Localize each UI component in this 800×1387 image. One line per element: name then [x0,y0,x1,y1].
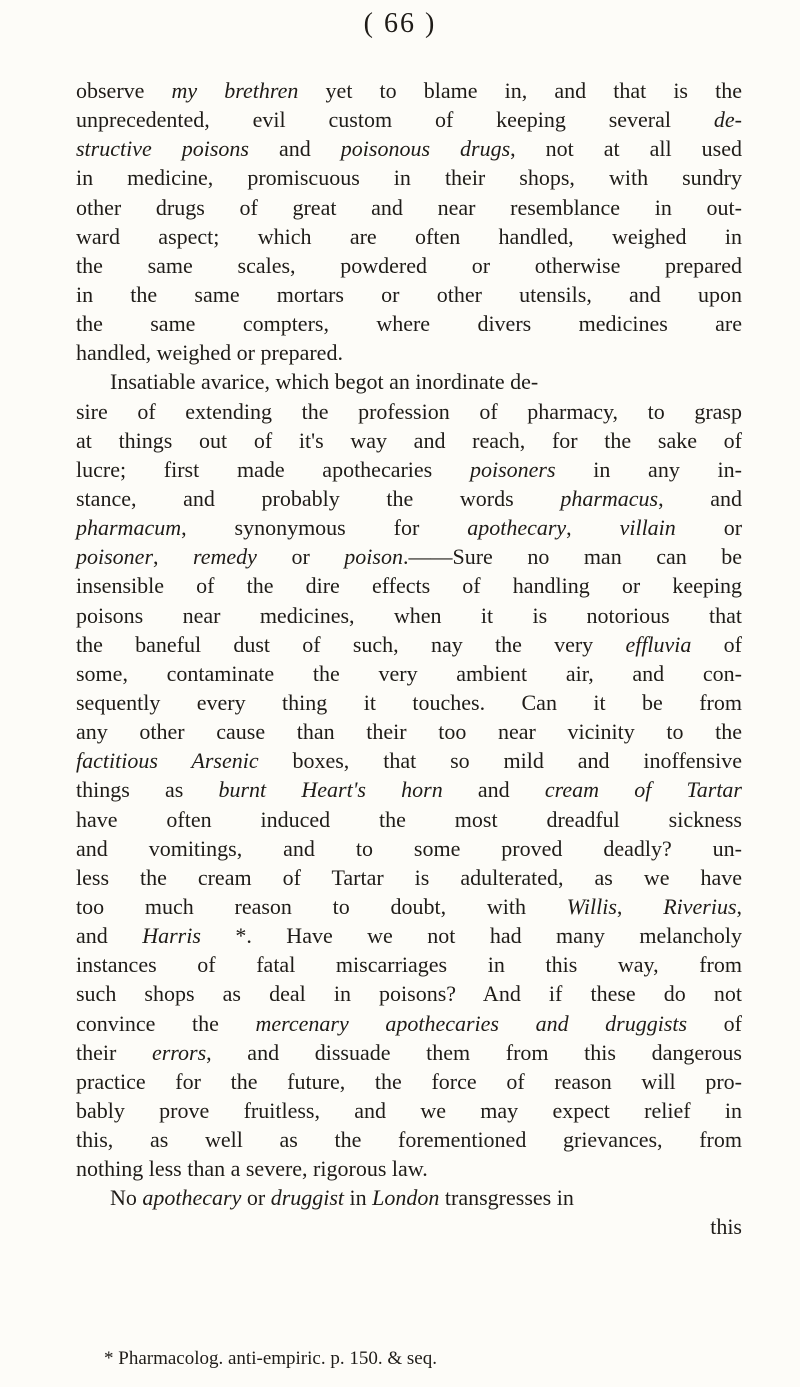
italic-run: apothecary [467,515,567,541]
text-run: the same compters, where divers medicines are [76,311,742,337]
italic-run: burnt Heart's horn [218,777,443,803]
text-line [76,338,742,367]
italic-run: errors [151,1039,207,1065]
italic-run: remedy [193,544,257,570]
italic-run: London [372,1185,440,1211]
text-run: and [442,777,545,803]
text-run: and [76,923,143,949]
text-run: of [687,1010,742,1036]
text-run: have often induced the most dreadful sickness [76,806,742,832]
text-run: boxes, that so mild and inoffensive [258,748,742,774]
text-line [76,484,742,513]
page-number: ( 66 ) [363,8,437,39]
text-line [76,630,742,659]
text-line [76,513,742,542]
text-run: instances of fatal miscarriages in this way, from [76,952,742,978]
page-body-text [76,76,742,1242]
text-run: or [241,1185,271,1211]
text-line [76,76,742,105]
text-line [76,1154,742,1183]
text-run: , [153,544,194,570]
text-run: , not at all used [510,136,742,162]
text-line [76,280,742,309]
italic-run: poison [344,544,403,570]
text-line [76,601,742,630]
text-run: other drugs of great and near resemblance in out- [76,194,742,220]
text-run: the baneful dust of such, nay the very [76,631,626,657]
italic-run: Willis [566,893,617,919]
text-line [76,309,742,338]
text-line [76,1009,742,1038]
text-run: handled, weighed or prepared. [76,340,343,366]
text-run: observe [76,78,172,103]
text-run: practice for the future, the force of reason will pro- [76,1068,742,1094]
text-line [76,746,742,775]
italic-run: effluvia [625,631,692,657]
text-line [76,1038,742,1067]
text-run: stance, and probably the words [76,485,561,511]
italic-run: de- [713,107,742,133]
italic-run: mercenary apothecaries and druggists [255,1010,688,1036]
text-run: in [344,1185,373,1211]
italic-run: villain [619,515,676,541]
italic-run: Riverius [663,893,737,919]
italic-run: druggist [270,1185,345,1211]
italic-run: factitious Arsenic [76,748,259,774]
text-run: bably prove fruitless, and we may expect relief in [76,1097,742,1123]
text-line [76,775,742,804]
text-run: lucre; first made apothecaries [76,456,470,482]
text-line [76,805,742,834]
text-run: nothing less than a severe, rigorous law. [76,1156,428,1182]
text-run: or [675,515,743,541]
italic-run: poisoner [76,544,153,570]
text-line [76,659,742,688]
text-run: , [566,515,620,541]
text-line [76,542,742,571]
text-line [76,426,742,455]
text-line [76,134,742,163]
text-line [76,455,742,484]
text-run: unprecedented, evil custom of keeping several [76,107,714,133]
text-run: .——Sure no man can be [402,544,743,570]
text-run: in any in- [555,456,742,482]
italic-run: my brethren [171,78,299,103]
text-line [76,571,742,600]
text-run: insensible of the dire effects of handling or keeping [76,573,742,599]
text-run: some, contaminate the very ambient air, and con- [76,660,742,686]
text-line [76,979,742,1008]
text-run: convince the [76,1010,256,1036]
text-run: such shops as deal in poisons? And if these do not [76,981,742,1007]
text-run: ward aspect; which are often handled, weighed in [76,223,742,249]
text-run: any other cause than their too near vicinity to the [76,719,742,745]
text-run: this, as well as the forementioned grievances, from [76,1127,742,1153]
text-line [76,1096,742,1125]
text-line [76,892,742,921]
text-run: too much reason to doubt, with [76,893,567,919]
text-run: sequently every thing it touches. Can it be from [76,689,742,715]
italic-run: structive poisons [76,136,249,162]
italic-run: poisoners [469,456,556,482]
text-run: the same scales, powdered or otherwise prepared [76,252,742,278]
text-run: , and [658,485,743,511]
footnote: * Pharmacolog. anti-empiric. p. 150. & seq. [104,1348,437,1369]
text-line [76,1067,742,1096]
text-run: and vomitings, and to some proved deadly? un- [76,835,742,861]
italic-run: Harris [142,923,201,949]
text-line [76,251,742,280]
text-line [76,1125,742,1154]
italic-run: apothecary [142,1185,242,1211]
text-line [76,105,742,134]
text-run: yet to blame in, and that is the [298,78,742,103]
text-run: Insatiable avarice, which begot an inordinate de- [110,369,539,395]
text-run: this [710,1214,742,1240]
text-line [76,950,742,979]
text-line [76,367,742,396]
text-run: sire of extending the profession of pharmacy, to grasp [76,398,742,424]
text-line [76,222,742,251]
text-run: or [256,544,345,570]
text-line [76,1212,742,1241]
text-line [76,717,742,746]
text-line [76,921,742,950]
text-run: of [691,631,743,657]
text-run: in the same mortars or other utensils, and upon [76,281,742,307]
text-line [76,397,742,426]
text-run: No [110,1185,143,1211]
text-run: and [249,136,341,162]
text-run: *. Have we not had many melancholy [200,923,742,949]
text-line [76,688,742,717]
text-run: poisons near medicines, when it is notorious that [76,602,742,628]
italic-run: pharmacum [76,515,182,541]
text-run: their [76,1039,152,1065]
text-run: in medicine, promiscuous in their shops, with sundry [76,165,742,191]
text-line [76,834,742,863]
italic-run: pharmacus [560,485,659,511]
text-line [76,163,742,192]
text-run: , and dissuade them from this dangerous [206,1039,742,1065]
text-run: , [616,893,664,919]
text-run: transgresses in [439,1185,574,1211]
italic-run: cream of Tartar [544,777,742,803]
text-line [76,863,742,892]
text-run: less the cream of Tartar is adulterated, as we have [76,864,742,890]
text-run: at things out of it's way and reach, for the sake of [76,427,742,453]
text-run: , [736,893,743,919]
text-run: , synonymous for [181,515,468,541]
italic-run: poisonous drugs [340,136,511,162]
text-run: things as [76,777,219,803]
text-line [76,1183,742,1212]
text-line [76,193,742,222]
